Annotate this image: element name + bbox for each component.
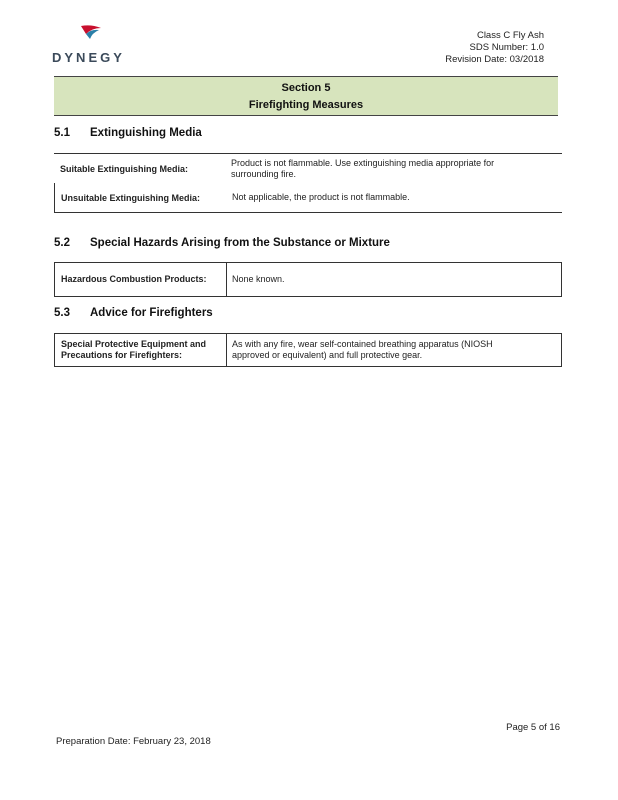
row-value: Not applicable, the product is not flammable. <box>232 192 410 202</box>
preparation-date: Preparation Date: February 23, 2018 <box>56 736 211 747</box>
subsection-number: 5.3 <box>54 307 70 319</box>
subsection-title: Special Hazards Arising from the Substance or Mixture <box>90 237 390 249</box>
subsection-title: Advice for Firefighters <box>90 307 213 319</box>
section-subtitle: Firefighting Measures <box>248 99 364 111</box>
subsection-number: 5.1 <box>54 127 70 139</box>
subsection-number: 5.2 <box>54 237 70 249</box>
logo-mark-icon <box>80 24 102 40</box>
section-banner <box>54 76 558 116</box>
document-info <box>445 30 544 66</box>
table-row <box>55 334 561 366</box>
row-label: Hazardous Combustion Products: <box>55 263 227 296</box>
section-title: Section 5 <box>281 82 331 94</box>
subsection-heading-5-2 <box>54 237 390 249</box>
product-name: Class C Fly Ash <box>476 30 544 41</box>
row-value: None known. <box>232 274 285 284</box>
row-value: Product is not flammable. Use extinguishing media appropriate for surrounding fire. <box>231 157 495 179</box>
firefighter-advice-table <box>54 333 562 367</box>
logo-text: DYNEGY <box>52 50 125 65</box>
extinguishing-media-table <box>54 153 562 213</box>
subsection-heading-5-1 <box>54 127 202 139</box>
table-row <box>54 183 562 212</box>
row-value: As with any fire, wear self-contained breathing apparatus (NIOSH approved or equivalent) and full protective gear. <box>232 339 493 360</box>
subsection-heading-5-3 <box>54 307 213 319</box>
sds-number: SDS Number: 1.0 <box>469 42 544 53</box>
company-logo <box>52 24 132 66</box>
page-number: Page 5 of 16 <box>506 722 560 733</box>
row-label: Special Protective Equipment and Precautions for Firefighters: <box>55 334 227 366</box>
subsection-title: Extinguishing Media <box>90 127 202 139</box>
row-label: Suitable Extinguishing Media: <box>60 163 189 174</box>
table-row <box>54 154 562 183</box>
special-hazards-table <box>54 262 562 297</box>
revision-date: Revision Date: 03/2018 <box>445 54 544 65</box>
row-label: Unsuitable Extinguishing Media: <box>61 192 201 203</box>
table-row <box>55 263 561 296</box>
